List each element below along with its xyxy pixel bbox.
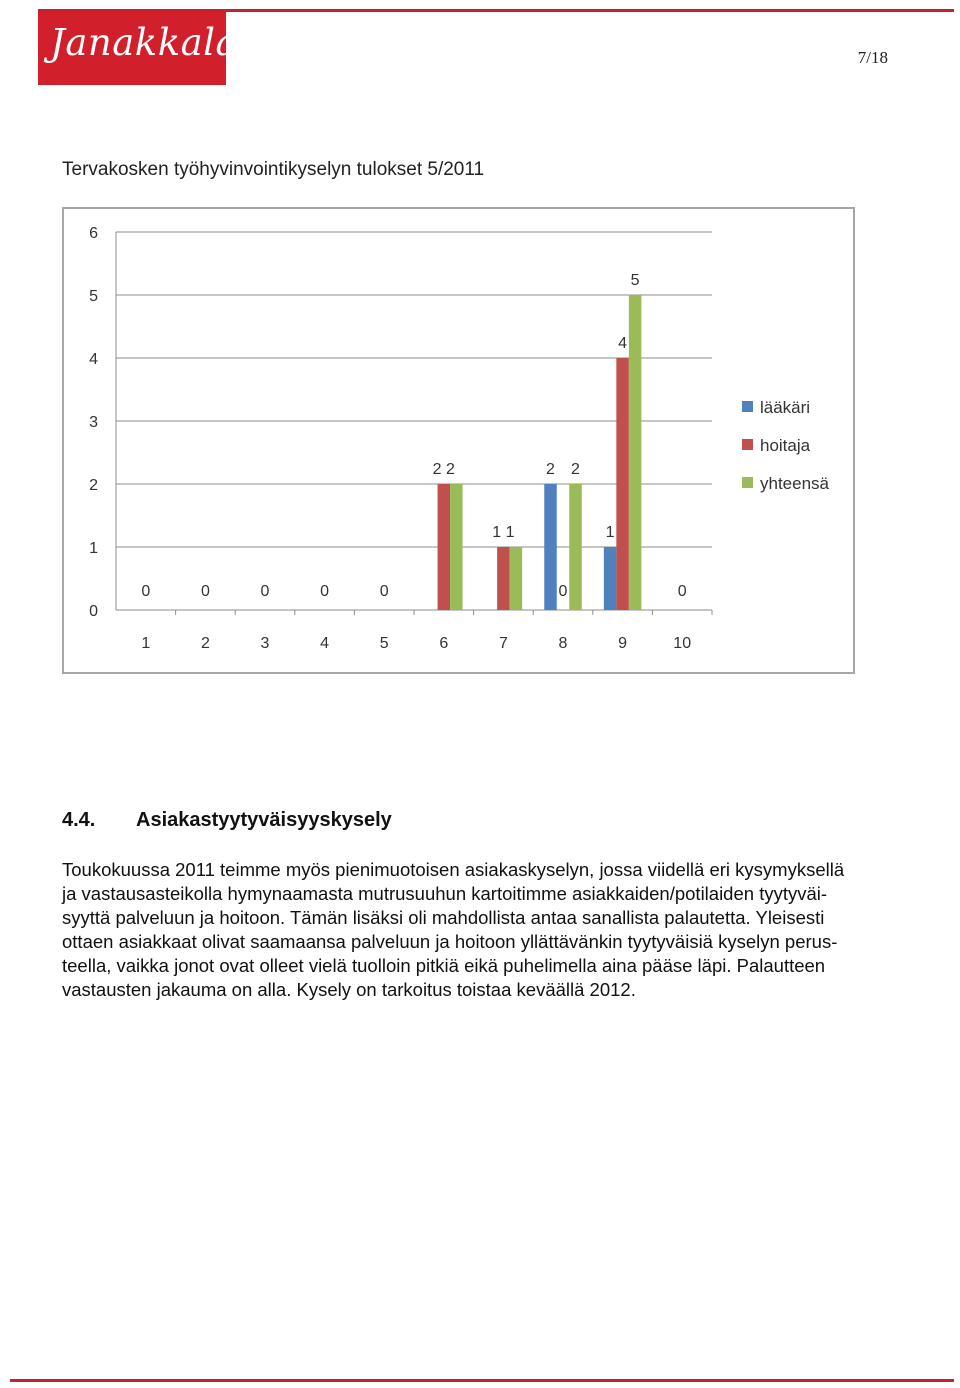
bar-lääkäri: [604, 547, 617, 610]
y-tick-label: 4: [89, 351, 98, 368]
legend-swatch: [742, 401, 753, 412]
data-label: 2: [546, 461, 555, 478]
section-title: Asiakastyytyväisyyskysely: [136, 809, 392, 831]
body-paragraph: [62, 858, 942, 1002]
bar-yhteensä: [629, 295, 642, 610]
y-tick-label: 1: [89, 540, 98, 557]
page-number: 7/18: [857, 48, 888, 67]
x-tick-label: 2: [200, 635, 210, 652]
chart-caption: Tervakosken työhyvinvointikyselyn tulokset 5/2011: [62, 159, 485, 180]
x-tick-label: 4: [320, 635, 330, 652]
data-label: 0: [141, 583, 151, 600]
y-tick-label: 6: [89, 225, 98, 242]
janakkala-logo: [38, 12, 239, 85]
bar-yhteensä: [569, 484, 582, 610]
bar-lääkäri: [544, 484, 557, 610]
x-tick-label: 8: [558, 635, 568, 652]
bar-chart: [64, 209, 853, 672]
data-label: 2: [571, 461, 580, 478]
x-tick-label: 9: [618, 635, 628, 652]
body-line: Toukokuussa 2011 teimme myös pienimuotoisen asiakaskyselyn, jossa viidellä eri kysymyksellä: [62, 859, 845, 880]
data-label: 4: [618, 335, 628, 352]
chart-frame: [62, 207, 855, 674]
data-label: 1 1: [492, 524, 515, 541]
bar-yhteensä: [450, 484, 463, 610]
data-label: 1: [605, 524, 615, 541]
data-label: 0: [320, 583, 330, 600]
legend-label: hoitaja: [760, 436, 811, 455]
data-label: 0: [379, 583, 389, 600]
footer-rule: [10, 1379, 954, 1382]
legend-label: lääkäri: [760, 398, 811, 417]
y-tick-label: 3: [89, 414, 98, 431]
x-tick-label: 5: [379, 635, 389, 652]
legend-label: yhteensä: [760, 474, 829, 493]
data-label: 0: [200, 583, 210, 600]
section-heading: [62, 809, 392, 832]
x-tick-label: 1: [141, 635, 151, 652]
body-line: ottaen asiakkaat olivat saamaansa palveluun ja hoitoon yllättävänkin tyytyväisiä kyselyn perus-: [62, 931, 838, 952]
x-tick-label: 7: [498, 635, 508, 652]
body-line: vastausten jakauma on alla. Kysely on tarkoitus toistaa keväällä 2012.: [62, 979, 636, 1000]
y-tick-label: 0: [89, 603, 98, 620]
legend-swatch: [742, 477, 753, 488]
x-tick-label: 10: [673, 635, 692, 652]
body-line: teella, vaikka jonot ovat olleet vielä tuolloin pitkiä eikä puhelimella aina pääse läpi. Palautteen: [62, 955, 826, 976]
data-label: 2 2: [432, 461, 455, 478]
data-label: 0: [558, 583, 568, 600]
legend-swatch: [742, 439, 753, 450]
y-tick-label: 2: [89, 477, 98, 494]
body-line: syyttä palveluun ja hoitoon. Tämän lisäksi oli mahdollista antaa sanallista palautetta. Yleisesti: [62, 907, 825, 928]
bar-hoitaja: [497, 547, 510, 610]
section-number: 4.4.: [62, 809, 96, 831]
y-tick-label: 5: [89, 288, 98, 305]
bar-hoitaja: [438, 484, 451, 610]
bar-yhteensä: [510, 547, 523, 610]
bar-hoitaja: [616, 358, 629, 610]
logo-text: Janakkala: [50, 21, 239, 64]
data-label: 5: [630, 272, 640, 289]
data-label: 0: [260, 583, 270, 600]
data-label: 0: [677, 583, 687, 600]
body-line: ja vastausasteikolla hymynaamasta mutrusuuhun kartoitimme asiakkaiden/potilaiden tyytyväi-: [62, 883, 828, 904]
x-tick-label: 6: [439, 635, 449, 652]
x-tick-label: 3: [260, 635, 270, 652]
